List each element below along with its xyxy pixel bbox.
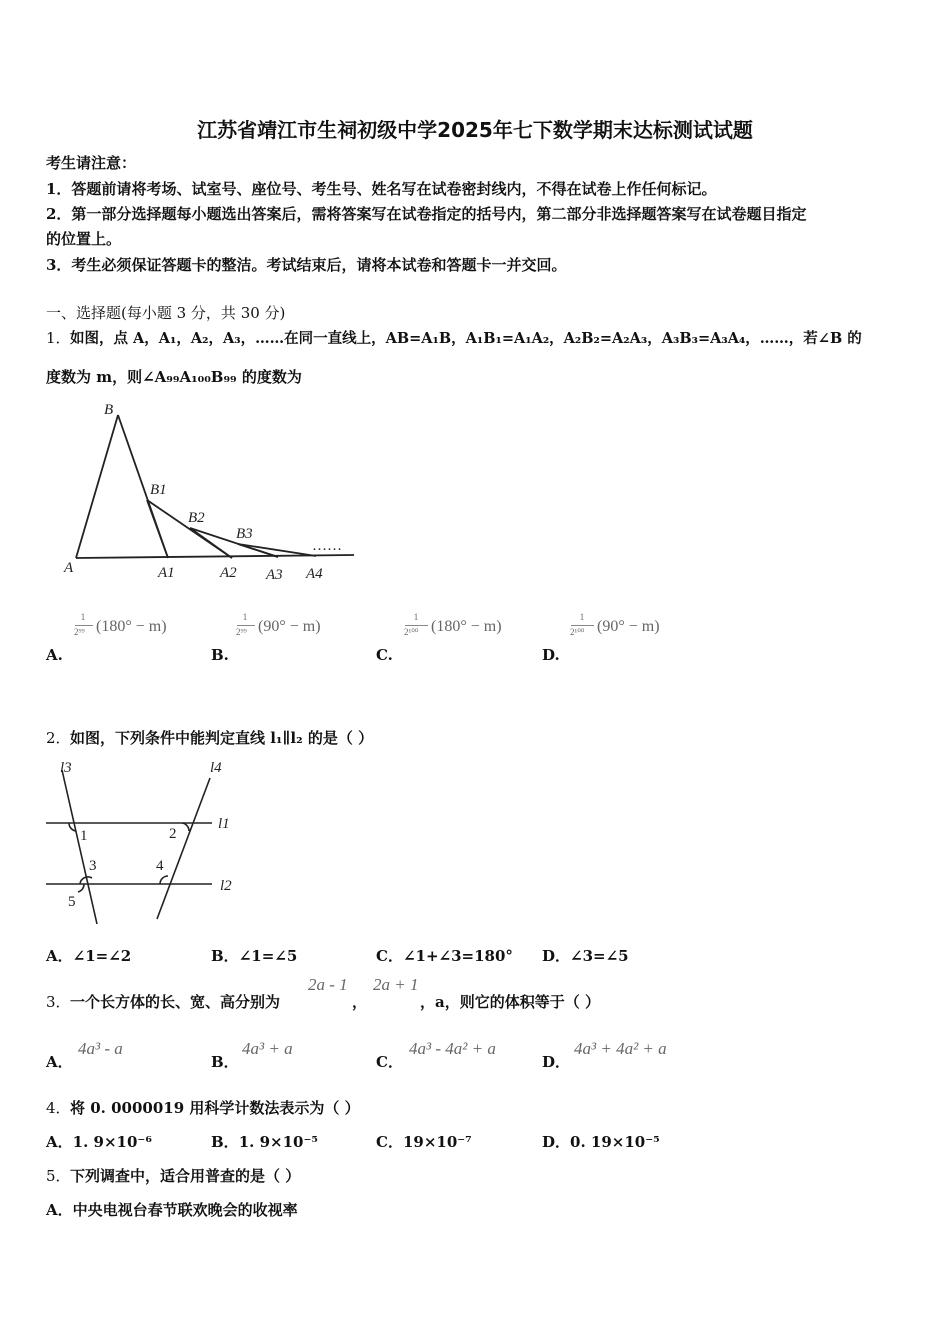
q1-number: 1． <box>46 329 71 347</box>
section-heading: 一、选择题(每小题 3 分，共 30 分) <box>46 304 286 322</box>
q2-option-b[interactable]: B．∠1=∠5 <box>211 947 298 965</box>
label-ellipsis: …… <box>312 538 342 554</box>
q2-number: 2． <box>46 729 71 747</box>
label-angle-1: 1 <box>80 828 88 844</box>
q4-option-b[interactable]: B．1. 9×10⁻⁵ <box>211 1133 318 1151</box>
label-angle-2: 2 <box>169 826 177 842</box>
label-B2: B2 <box>188 510 205 526</box>
q1-text-line2: 度数为 m，则∠A₉₉A₁₀₀B₉₉ 的度数为 <box>46 368 302 386</box>
q4-number: 4． <box>46 1099 71 1117</box>
q5-text: 下列调查中，适合用普查的是（ ） <box>70 1167 301 1185</box>
q2-option-a[interactable]: A．∠1=∠2 <box>46 947 132 965</box>
label-l2: l2 <box>220 878 232 894</box>
label-B3: B3 <box>236 526 253 542</box>
q4-option-c[interactable]: C．19×10⁻⁷ <box>376 1133 472 1151</box>
label-l1: l1 <box>218 816 230 832</box>
q3-number: 3． <box>46 993 71 1011</box>
q1-text-line1: 如图，点 A，A₁，A₂，A₃，……在同一直线上，AB=A₁B，A₁B₁=A₁A₂，A₂B₂=A₂A₃，A₃B₃=A₃A₄，……，若∠B 的 <box>70 330 862 347</box>
notice-item-2: 2．第一部分选择题每小题选出答案后，需将答案写在试卷指定的括号内，第二部分非选择题答案写在试卷题目指定 <box>46 205 807 223</box>
label-B: B <box>104 402 114 418</box>
q2-parallel-lines-figure <box>40 756 240 928</box>
page-title: 江苏省靖江市生祠初级中学2025年七下数学期末达标测试试题 <box>197 118 753 142</box>
q4-option-d[interactable]: D．0. 19×10⁻⁵ <box>542 1133 660 1151</box>
label-l4: l4 <box>210 760 222 776</box>
label-l3: l3 <box>60 760 72 776</box>
label-angle-3: 3 <box>89 858 97 874</box>
q3-expr-width: 2a + 1 <box>373 975 419 994</box>
q3-comma: ， <box>352 993 368 1011</box>
label-A4: A4 <box>306 566 323 582</box>
notice-heading: 考生请注意： <box>46 154 137 172</box>
q2-option-c[interactable]: C．∠1+∠3=180° <box>376 947 513 965</box>
label-angle-5: 5 <box>68 894 76 910</box>
q5-option-a[interactable]: A．中央电视台春节联欢晚会的收视率 <box>46 1201 298 1219</box>
notice-item-2-cont: 的位置上。 <box>46 230 122 248</box>
q2-option-d[interactable]: D．∠3=∠5 <box>542 947 629 965</box>
label-A3: A3 <box>266 567 283 583</box>
q5-number: 5． <box>46 1167 71 1185</box>
q4-text: 将 0. 0000019 用科学计数法表示为（ ） <box>70 1099 360 1117</box>
q3-expr-length: 2a - 1 <box>308 975 348 994</box>
q3-text-b: ，a，则它的体积等于（ ） <box>420 993 600 1011</box>
q1-triangle-figure <box>60 398 360 583</box>
q2-text: 如图，下列条件中能判定直线 l₁∥l₂ 的是（ ） <box>70 729 374 747</box>
notice-item-1: 1．答题前请将考场、试室号、座位号、考生号、姓名写在试卷密封线内，不得在试卷上作任何标记。 <box>46 180 717 198</box>
q3-text-a: 一个长方体的长、宽、高分别为 <box>70 993 281 1011</box>
label-angle-4: 4 <box>156 858 164 874</box>
notice-item-3: 3．考生必须保证答题卡的整洁。考试结束后，请将本试卷和答题卡一并交回。 <box>46 256 567 274</box>
label-A2: A2 <box>220 565 237 581</box>
q4-option-a[interactable]: A．1. 9×10⁻⁶ <box>46 1133 152 1151</box>
label-A1: A1 <box>158 565 175 581</box>
label-B1: B1 <box>150 482 167 498</box>
label-A: A <box>64 560 74 576</box>
